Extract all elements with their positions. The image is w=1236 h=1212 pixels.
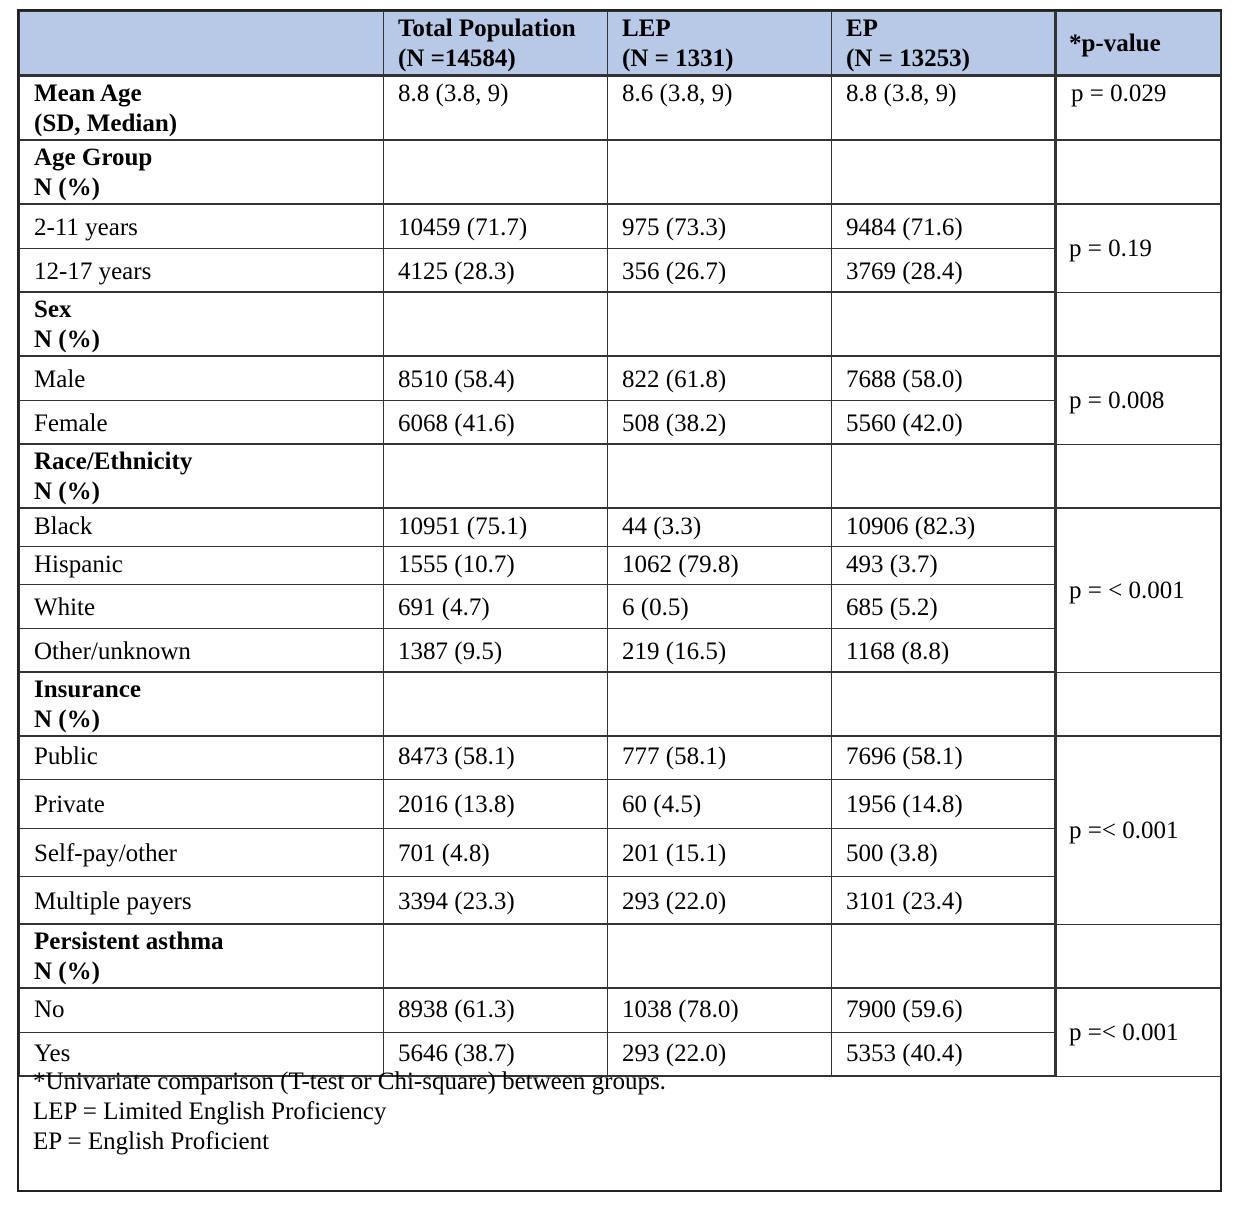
footnote-lep-definition: LEP = Limited English Proficiency [33, 1098, 387, 1125]
table-row [20, 779, 1221, 828]
table-row-section-sex [20, 292, 1221, 356]
empty-cell [608, 672, 832, 736]
empty-cell [832, 672, 1056, 736]
cell-p-value: p =< 0.001 [1056, 736, 1221, 924]
cell-lep: 44 (3.3) [608, 508, 832, 546]
row-label: No [20, 988, 384, 1032]
empty-cell [832, 444, 1056, 508]
row-label: Private [20, 779, 384, 828]
empty-cell [832, 292, 1056, 356]
cell-total: 2016 (13.8) [384, 779, 608, 828]
empty-cell [832, 924, 1056, 988]
section-label-insurance: Insurance N (%) [20, 672, 384, 736]
empty-cell [608, 924, 832, 988]
cell-total: 5646 (38.7) [384, 1032, 608, 1076]
table-row [20, 988, 1221, 1032]
cell-lep: 60 (4.5) [608, 779, 832, 828]
cell-total: 10459 (71.7) [384, 204, 608, 248]
section-label-sex: Sex N (%) [20, 292, 384, 356]
cell-lep: 975 (73.3) [608, 204, 832, 248]
empty-cell [384, 140, 608, 204]
cell-ep: 5353 (40.4) [832, 1032, 1056, 1076]
cell-ep: 685 (5.2) [832, 584, 1056, 628]
cell-ep: 7900 (59.6) [832, 988, 1056, 1032]
table-row [20, 628, 1221, 672]
cell-ep: 9484 (71.6) [832, 204, 1056, 248]
table-row [20, 400, 1221, 444]
section-label-persistent-asthma: Persistent asthma N (%) [20, 924, 384, 988]
cell-lep: 6 (0.5) [608, 584, 832, 628]
empty-cell [384, 672, 608, 736]
empty-cell [384, 292, 608, 356]
cell-lep: 777 (58.1) [608, 736, 832, 779]
empty-cell [384, 924, 608, 988]
empty-cell [608, 444, 832, 508]
cell-total: 8.8 (3.8, 9) [384, 76, 608, 141]
empty-cell [1056, 924, 1221, 988]
cell-ep: 500 (3.8) [832, 828, 1056, 876]
table-row-section-race-ethnicity [20, 444, 1221, 508]
row-label: Multiple payers [20, 876, 384, 924]
cell-total: 4125 (28.3) [384, 248, 608, 292]
empty-cell [1056, 672, 1221, 736]
row-label: 2-11 years [20, 204, 384, 248]
header-total-population: Total Population (N =14584) [384, 12, 608, 76]
cell-lep: 293 (22.0) [608, 876, 832, 924]
cell-total: 1387 (9.5) [384, 628, 608, 672]
empty-cell [1056, 292, 1221, 356]
cell-ep: 5560 (42.0) [832, 400, 1056, 444]
header-lep: LEP (N = 1331) [608, 12, 832, 76]
footnote-ep-definition: EP = English Proficient [33, 1128, 270, 1155]
empty-cell [1056, 444, 1221, 508]
cell-ep: 493 (3.7) [832, 546, 1056, 584]
table-row [20, 584, 1221, 628]
empty-cell [832, 140, 1056, 204]
cell-lep: 356 (26.7) [608, 248, 832, 292]
row-label: Hispanic [20, 546, 384, 584]
demographics-table [19, 11, 1221, 1077]
row-label: Public [20, 736, 384, 779]
table-row [20, 736, 1221, 779]
table-row [20, 204, 1221, 248]
cell-ep: 7688 (58.0) [832, 356, 1056, 400]
row-label: Female [20, 400, 384, 444]
cell-lep: 1038 (78.0) [608, 988, 832, 1032]
row-label: Black [20, 508, 384, 546]
table-row [20, 508, 1221, 546]
row-label: Other/unknown [20, 628, 384, 672]
row-label: Male [20, 356, 384, 400]
cell-total: 701 (4.8) [384, 828, 608, 876]
table-row-section-persistent-asthma [20, 924, 1221, 988]
row-label: White [20, 584, 384, 628]
cell-lep: 201 (15.1) [608, 828, 832, 876]
empty-cell [608, 140, 832, 204]
header-blank-cell [20, 12, 384, 76]
cell-total: 6068 (41.6) [384, 400, 608, 444]
cell-ep: 3101 (23.4) [832, 876, 1056, 924]
cell-lep: 219 (16.5) [608, 628, 832, 672]
cell-lep: 508 (38.2) [608, 400, 832, 444]
cell-ep: 10906 (82.3) [832, 508, 1056, 546]
cell-total: 691 (4.7) [384, 584, 608, 628]
row-label: 12-17 years [20, 248, 384, 292]
cell-ep: 8.8 (3.8, 9) [832, 76, 1056, 141]
cell-total: 10951 (75.1) [384, 508, 608, 546]
cell-p-value: p =< 0.001 [1056, 988, 1221, 1076]
demographics-table-document [17, 9, 1222, 1192]
row-label: Yes [20, 1032, 384, 1076]
cell-total: 8473 (58.1) [384, 736, 608, 779]
footnote-univariate: *Univariate comparison (T-test or Chi-square) between groups. [33, 1068, 666, 1095]
table-row [20, 828, 1221, 876]
table-row [20, 876, 1221, 924]
table-row-section-age-group [20, 140, 1221, 204]
cell-ep: 7696 (58.1) [832, 736, 1056, 779]
row-label: Self-pay/other [20, 828, 384, 876]
section-label-age-group: Age Group N (%) [20, 140, 384, 204]
cell-p-value: p = 0.029 [1056, 76, 1221, 141]
cell-lep: 293 (22.0) [608, 1032, 832, 1076]
empty-cell [384, 444, 608, 508]
header-ep: EP (N = 13253) [832, 12, 1056, 76]
table-row [20, 248, 1221, 292]
table-header [20, 12, 1221, 76]
cell-ep: 3769 (28.4) [832, 248, 1056, 292]
cell-p-value: p = 0.008 [1056, 356, 1221, 444]
table-row-mean-age [20, 76, 1221, 141]
cell-p-value: p = < 0.001 [1056, 508, 1221, 672]
cell-lep: 8.6 (3.8, 9) [608, 76, 832, 141]
header-p-value: *p-value [1056, 12, 1221, 76]
cell-ep: 1956 (14.8) [832, 779, 1056, 828]
empty-cell [1056, 140, 1221, 204]
cell-total: 8510 (58.4) [384, 356, 608, 400]
section-label-race-ethnicity: Race/Ethnicity N (%) [20, 444, 384, 508]
table-row [20, 356, 1221, 400]
row-label-mean-age: Mean Age (SD, Median) [20, 76, 384, 141]
table-row [20, 546, 1221, 584]
empty-cell [608, 292, 832, 356]
cell-p-value: p = 0.19 [1056, 204, 1221, 292]
cell-total: 8938 (61.3) [384, 988, 608, 1032]
cell-total: 1555 (10.7) [384, 546, 608, 584]
cell-ep: 1168 (8.8) [832, 628, 1056, 672]
table-row-section-insurance [20, 672, 1221, 736]
cell-total: 3394 (23.3) [384, 876, 608, 924]
cell-lep: 1062 (79.8) [608, 546, 832, 584]
cell-lep: 822 (61.8) [608, 356, 832, 400]
footnotes [33, 1067, 666, 1157]
